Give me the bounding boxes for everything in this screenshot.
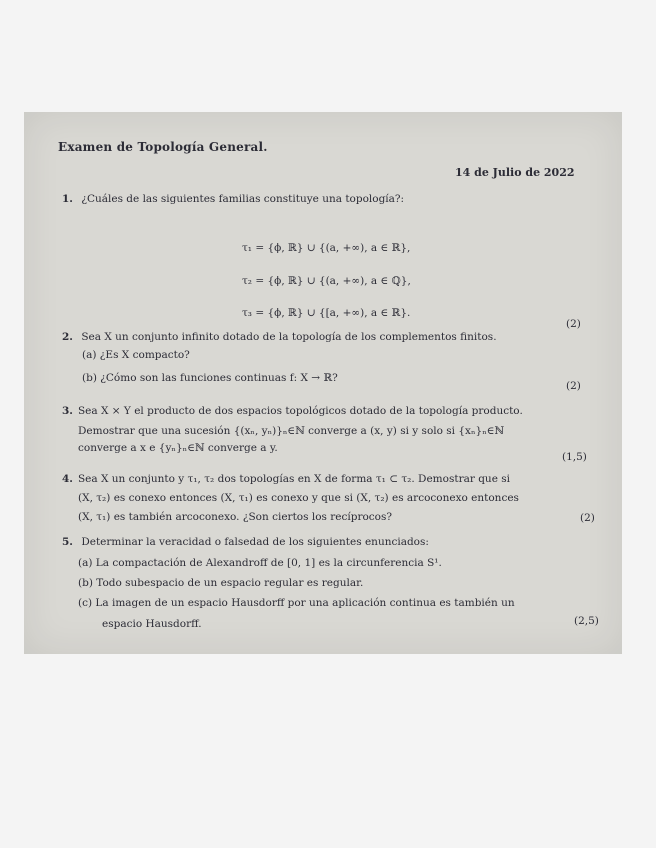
formula-tau1: τ₁ = {ϕ, ℝ} ∪ {(a, +∞), a ∈ ℝ}, [242, 242, 411, 254]
exam-date: 14 de Julio de 2022 [455, 166, 575, 179]
question-line: (X, τ₁) es también arcoconexo. ¿Son ciertos los recíprocos? [78, 511, 393, 523]
points-q2: (2) [566, 380, 581, 392]
question-line: Sea X × Y el producto de dos espacios topológicos dotado de la topología producto. [77, 405, 523, 417]
question-line: Sea X un conjunto y τ₁, τ₂ dos topologías en X de forma τ₁ ⊂ τ₂. Demostrar que si [77, 473, 510, 485]
question-line: Demostrar que una sucesión {(xₙ, yₙ)}ₙ∈ℕ converge a (x, y) si y solo si {xₙ}ₙ∈ℕ [78, 425, 505, 437]
points-q3: (1,5) [562, 451, 587, 463]
points-q1: (2) [566, 318, 581, 330]
exam-title: Examen de Topología General. [58, 140, 268, 154]
points-q5: (2,5) [574, 615, 599, 627]
question-text: Determinar la veracidad o falsedad de los siguientes enunciados: [81, 536, 429, 548]
question-line: converge a x e {yₙ}ₙ∈ℕ converge a y. [78, 442, 278, 454]
question-4 [62, 471, 602, 525]
question-5-item-c-cont: espacio Hausdorff. [102, 618, 202, 630]
question-number: 4. [62, 473, 73, 485]
question-5-item-a: (a) La compactación de Alexandroff de [0, 1] es la circunferencia S¹. [78, 557, 442, 569]
question-2-item-b: (b) ¿Cómo son las funciones continuas f: X → ℝ? [82, 372, 338, 384]
question-line: (X, τ₂) es conexo entonces (X, τ₁) es conexo y que si (X, τ₂) es arcoconexo entonces [78, 492, 519, 504]
question-number: 3. [62, 405, 73, 417]
question-2-item-a: (a) ¿Es X compacto? [82, 349, 190, 361]
formula-tau3: τ₃ = {ϕ, ℝ} ∪ {[a, +∞), a ∈ ℝ}. [242, 307, 411, 319]
question-text: ¿Cuáles de las siguientes familias constituye una topología?: [81, 193, 405, 205]
question-1 [62, 192, 404, 207]
question-number: 2. [62, 331, 73, 343]
question-number: 5. [62, 536, 73, 548]
question-5 [62, 535, 429, 550]
question-3 [62, 403, 602, 456]
question-number: 1. [62, 193, 73, 205]
question-5-item-b: (b) Todo subespacio de un espacio regular es regular. [78, 577, 364, 589]
question-5-item-c: (c) La imagen de un espacio Hausdorff por una aplicación continua es también un [78, 597, 515, 609]
points-q4: (2) [580, 512, 595, 524]
formula-tau2: τ₂ = {ϕ, ℝ} ∪ {(a, +∞), a ∈ ℚ}, [242, 275, 411, 287]
question-text: Sea X un conjunto infinito dotado de la topología de los complementos finitos. [81, 331, 497, 343]
question-2 [62, 330, 497, 345]
